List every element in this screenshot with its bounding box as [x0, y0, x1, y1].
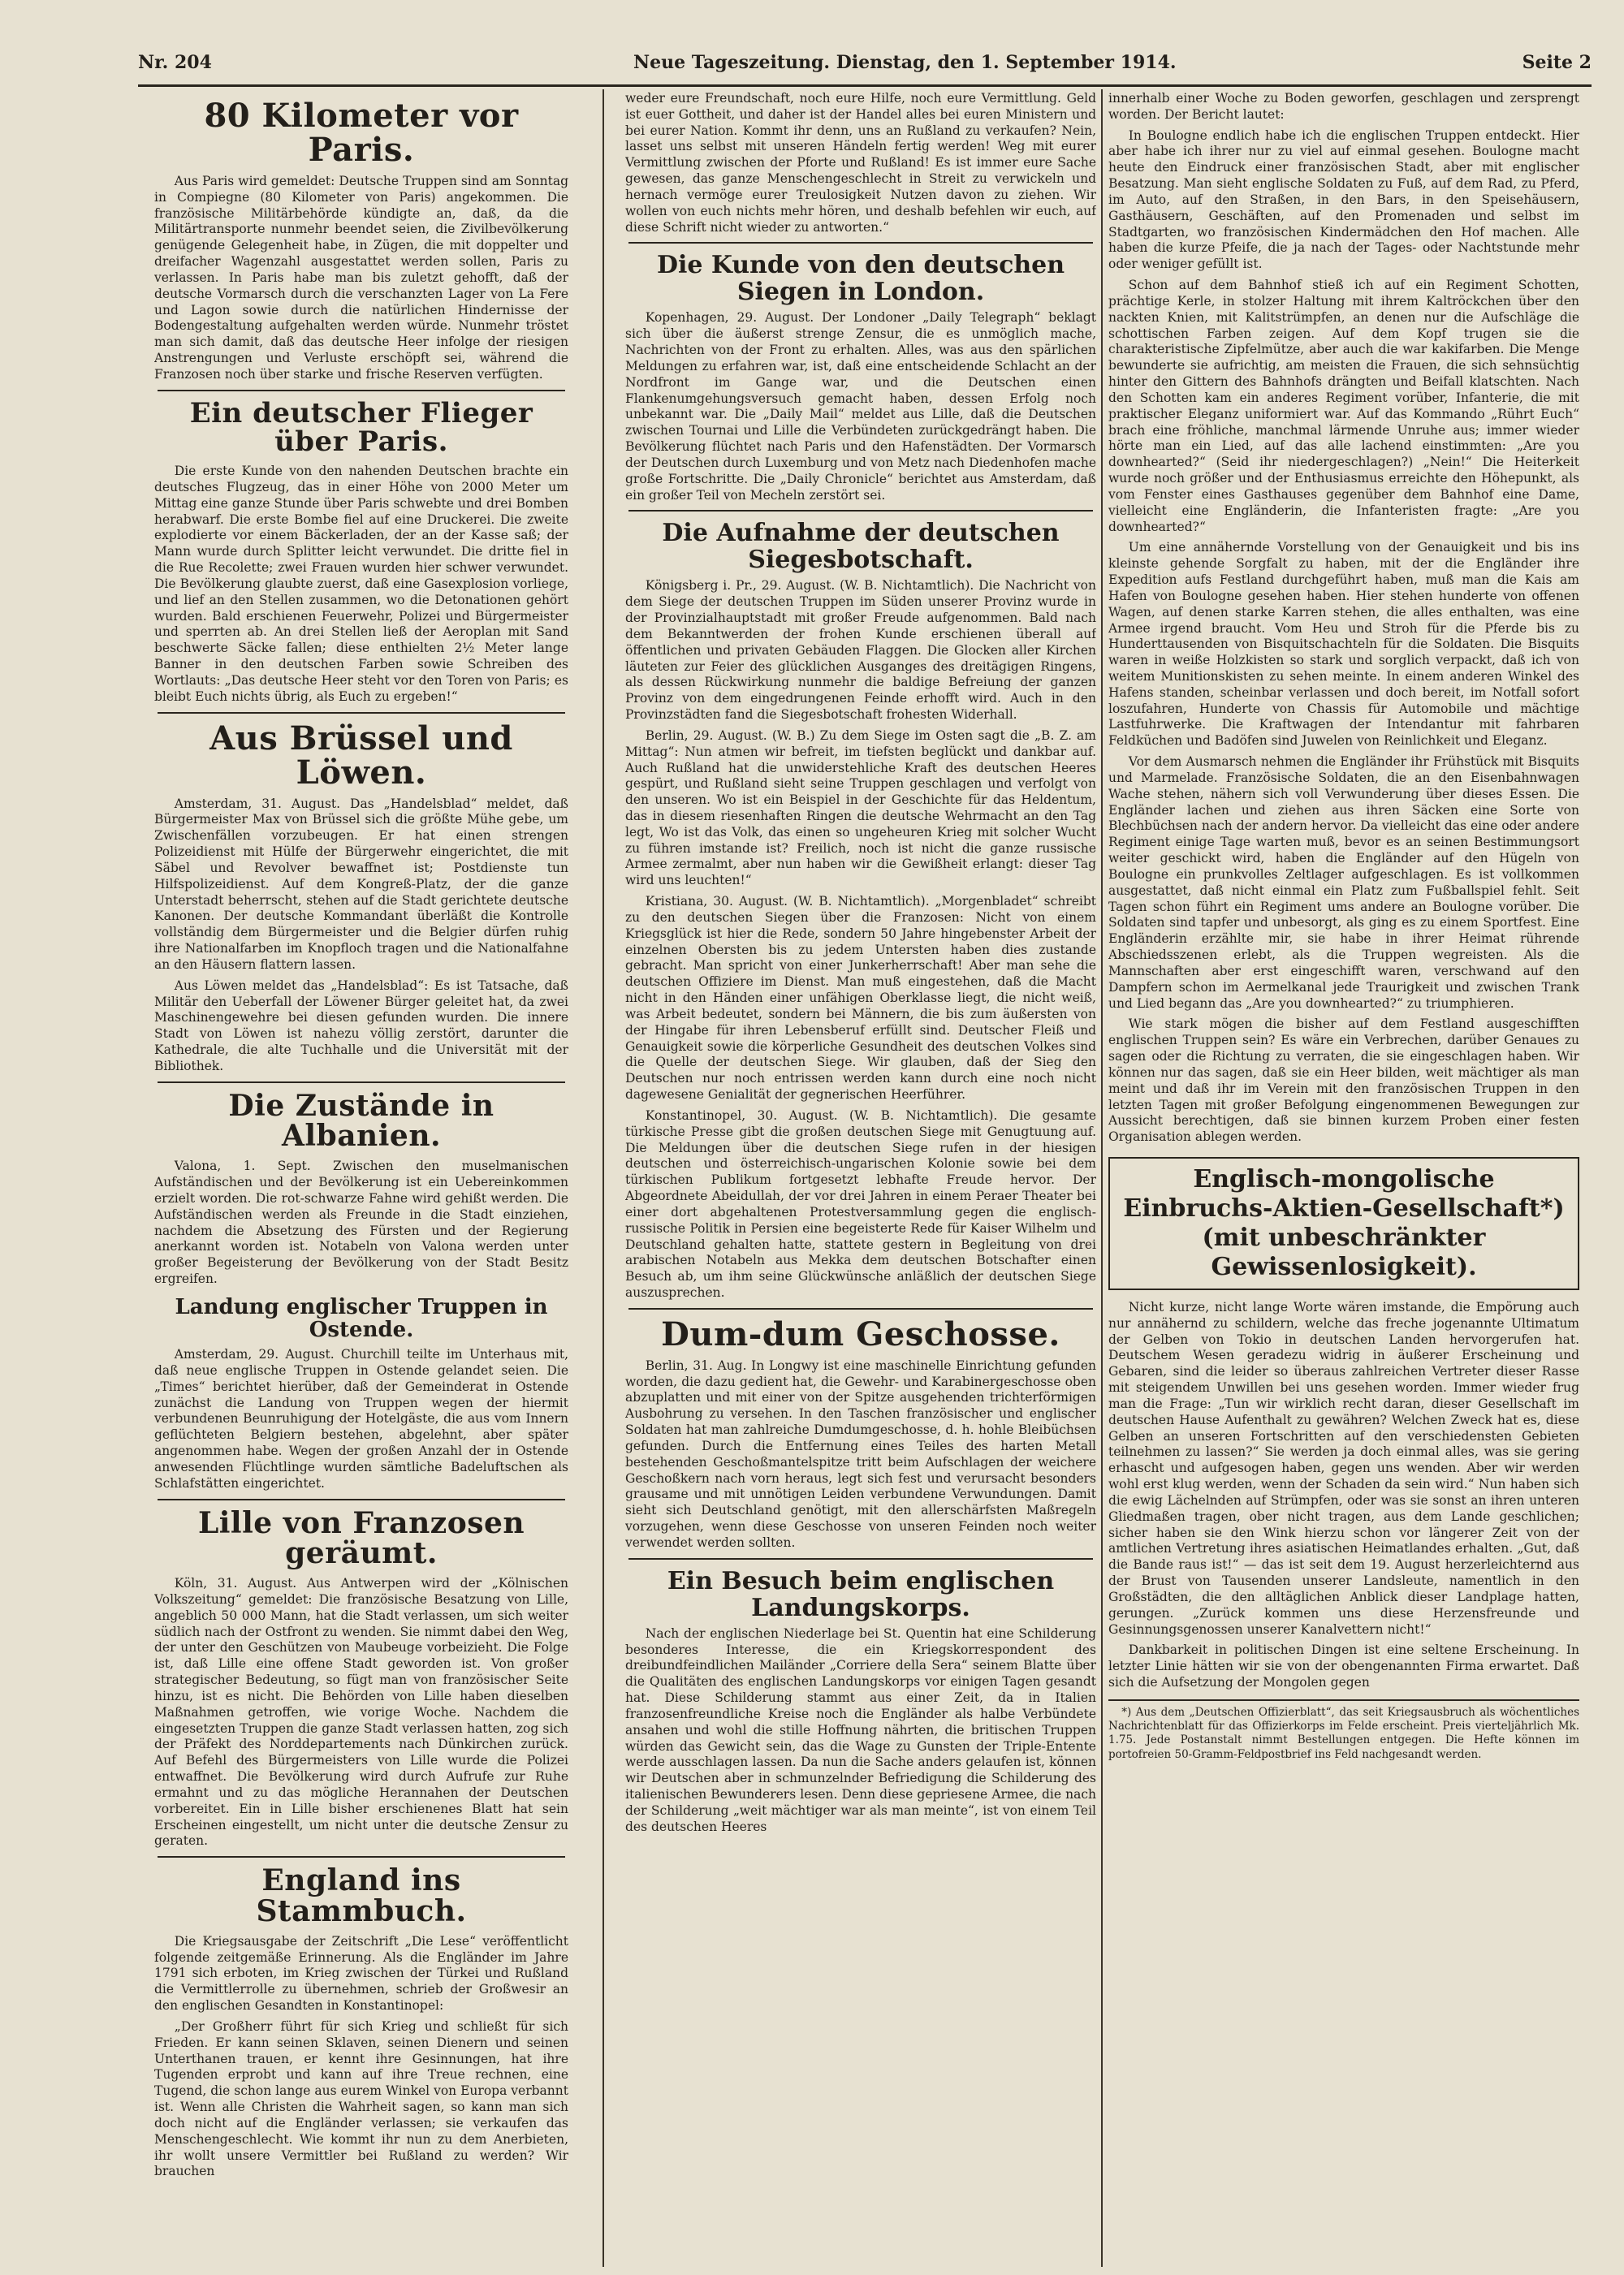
column-separator — [603, 89, 604, 2267]
article-text: innerhalb einer Woche zu Boden geworfen, geschlagen und zersprengt worden. Der Bericht lautet: — [1108, 91, 1579, 122]
divider — [158, 390, 565, 391]
divider — [158, 712, 565, 714]
article-text: Aus Löwen meldet das „Handelsblad“: Es ist Tatsache, daß Militär den Ueberfall der Löwener Bürger geleitet hat, da zwei Maschinengewehre bei diesen gefunden wurden. Die innere Stadt von Löwen ist nahezu völlig zerstört, darunter die Kathedrale, die alte Tuchhalle und die Universität mit der Bibliothek. — [154, 978, 568, 1073]
headline-80-kilometer: 80 Kilometer vor Paris. — [204, 97, 519, 169]
divider — [158, 1499, 565, 1500]
page-number: Seite 2 — [1522, 52, 1592, 73]
footnote — [1108, 1699, 1579, 1762]
article-text: Wie stark mögen die bisher auf dem Festland ausgeschifften englischen Truppen sein? Es wäre ein Verbrechen, darüber Genaues zu sagen oder die Richtung zu verraten, die sie eingeschlagen haben. Wir können nur das sagen, daß sie ein Heer bilden, weit mächtiger als man meint und daß ihr im Verein mit den französischen Truppen in den letzten Tagen mit großer Befolgung eingenommenen Bewegungen zur Aussicht berechtigen, daß sie binnen kurzem Proben einer festen Organisation ablegen werden. — [1108, 1017, 1579, 1145]
headline-lille: Lille von Franzosen geräumt. — [197, 1505, 525, 1571]
article-text: Dankbarkeit in politischen Dingen ist eine seltene Erscheinung. In letzter Linie hätten wir sie von der obengenannten Firma erwartet. Daß sich die Aufsetzung der Mongolen gegen — [1108, 1643, 1579, 1690]
column-1 — [154, 91, 568, 2267]
article-text: Kopenhagen, 29. August. Der Londoner „Daily Telegraph“ beklagt sich über die äußerst strenge Zensur, die es unmöglich mache, Nachrichten von der Front zu erhalten. Alles, was aus den spärlichen Meldungen zu erfahren war, ist, daß eine entscheidende Schlacht an der Nordfront im Gange war, und die Deutschen einen Flankenumgehungsversuch gemacht haben, dessen Erfolg noch unbekannt war. Die „Daily Mail“ meldet aus Lille, daß die Deutschen zwischen Tournai und Lille die Verbündeten zurückgedrängt haben. Die Bevölkerung flüchtet nach Paris und den Hafenstädten. Der Vormarsch der Deutschen durch Luxemburg und von Metz nach Diedenhofen mache große Fortschritte. Die „Daily Chronicle“ berichtet aus Amsterdam, daß ein großer Teil von Mecheln zerstört sei. — [625, 310, 1096, 503]
article-text: Nach der englischen Niederlage bei St. Quentin hat eine Schilderung besonderes Interesse, die ein Kriegskorrespondent des dreibundfeindlichen Mailänder „Corriere della Sera“ seinem Blatte über die Qualitäten des englischen Landungskorps vor einigen Tagen gesandt hat. Diese Schilderung stammt aus einer Zeit, da in Italien franzosenfreundliche Kreise noch die Engländer als halbe Verbündete ansahen und wohl die stille Hoffnung nährten, die britischen Truppen würden das Gewicht sein, das die Wage zu Gunsten der Triple-Entente werde ausschlagen lassen. Da nun die Sache anders gelaufen ist, können wir Deutschen aber in schmunzelnder Befriedigung die Schilderung des italienischen Bewunderers lesen. Denn diese gepriesene Armee, die nach der Schilderung „weit mächtiger war als man meinte“, ist von einem Teil des deutschen Heeres — [625, 1625, 1096, 1834]
article-text: Köln, 31. August. Aus Antwerpen wird der „Kölnischen Volkszeitung“ gemeldet: Die französische Besatzung von Lille, angeblich 50 000 Mann, hat die Stadt verlassen, um sich weiter südlich nach der Ostfront zu wenden. Sie nimmt dabei den Weg, der unter den Geschützen von Maubeuge vorbeizieht. Die Folge ist, daß Lille eine offene Stadt geworden ist. Von großer strategischer Bedeutung, so fügt man von französischer Seite hinzu, ist es nicht. Die Behörden von Lille haben dieselben Maßnahmen getroffen, wie vorige Woche. Nachdem die eingesetzten Truppen die ganze Stadt verlassen hatten, zog sich der Präfekt des Norddepartements nach Dünkirchen zurück. Auf Befehl des Bürgermeisters von Lille wurde die Polizei entwaffnet. Die Bevölkerung wird durch Aufrufe zur Ruhe ermahnt und zu das mögliche Herannahen der Deutschen vorbereitet. Ein in Lille bisher erschienenes Blatt hat sein Erscheinen eingestellt, um nicht unter die deutsche Zensur zu geraten. — [154, 1576, 568, 1849]
divider — [158, 1856, 565, 1858]
article-text: Berlin, 31. Aug. In Longwy ist eine maschinelle Einrichtung gefunden worden, die dazu gedient hat, die Gewehr- und Karabinergeschosse oben abzuplatten und mit einer von der Spitze ausgehenden trichterförmigen Ausbohrung zu versehen. In den Taschen französischer und englischer Soldaten hat man zahlreiche Dumdumgeschosse, d. h. hohle Bleibüchsen gefunden. Durch die Entfernung eines Teiles des harten Metall bestehenden Geschoßmantelspitze tritt beim Aufschlagen der weichere Geschoßkern nach vorn heraus, legt sich fest und verursacht besonders grausame und mit unnötigen Leiden verbundene Verwundungen. Damit sieht sich Deutschland genötigt, mit den allerschärfsten Maßregeln vorzugehen, wenn diese Geschosse von unseren Feinden noch weiter verwendet werden sollten. — [625, 1358, 1096, 1550]
footnote-text: *) Aus dem „Deutschen Offizierblatt“, das seit Kriegsausbruch als wöchentliches Nachrichtenblatt für das Offizierkorps im Felde erscheint. Preis vierteljährlich Mk. 1.75. Jede Postanstalt nimmt Bestellungen entgegen. Die Hefte können im portofreien 50-Gramm-Feldpostbrief ins Feld nachgesandt werden. — [1108, 1705, 1579, 1761]
article-text: Aus Paris wird gemeldet: Deutsche Truppen sind am Sonntag in Compiegne (80 Kilometer von Paris) angekommen. Die französische Militärbehörde kündigte an, daß, da die Militärtransporte nunmehr beendet seien, die Zivilbevölkerung genügende Gelegenheit habe, in Zügen, die mit doppelter und dreifacher Wagenzahl ausgestattet werden sollen, Paris zu verlassen. In Paris habe man bis zuletzt gehofft, daß der deutsche Vormarsch durch die verschanzten Lager von La Fere und Lagon sowie durch die natürlichen Hindernisse der Bodengestaltung aufgehalten werden würde. Nunmehr tröstet man sich damit, daß das deutsche Heer infolge der riesigen Anstrengungen und Verluste erschöpft sei, während die Franzosen noch über starke und frische Reserven verfügten. — [154, 174, 568, 382]
headline-dumdum: Dum-dum Geschosse. — [661, 1314, 1060, 1353]
article-text: weder eure Freundschaft, noch eure Hilfe, noch eure Vermittlung. Geld ist euer Gottheit, und daher ist der Handel alles bei euren Ministern und bei eurer Nation. Kommt ihr denn, uns an Rußland zu verkaufen? Nein, lasset uns selbst mit unseren Händeln fertig werden! Weg mit eurer Vermittlung zwischen der Pforte und Rußland! Es ist immer eure Sache gewesen, das ganze Menschengeschlecht in Streit zu verwickeln und hernach vermöge eurer Treulosigkeit Nutzen davon zu ziehen. Wir wollen von euch nichts mehr hören, und deshalb befehlen wir euch, auf diese Schrift nicht wieder zu antworten.“ — [625, 91, 1096, 235]
headline-bruessel-loewen: Aus Brüssel und Löwen. — [209, 719, 513, 792]
divider — [628, 510, 1093, 512]
column-2 — [625, 91, 1096, 2267]
article-text: Schon auf dem Bahnhof stieß ich auf ein Regiment Schotten, prächtige Kerle, in stolzer Haltung mit ihrem Kaltröckchen über den nackten Knien, mit Kalitstrümpfen, an denen nur die Aufschläge die schottischen Farben zeigen. Auf dem Kopf trugen sie die charakteristische Zipfelmütze, aber auch die war kakifarben. Die Menge bewunderte sie aufrichtig, am meisten die Frauen, die sich sehnsüchtig hinter den Gittern des Bahnhofs drängten und Beifall klatschten. Nach den Schotten kam ein anderes Regiment vorüber, Infanterie, die mit praktischer Eleganz uniformiert war. Auf das Kommando „Rührt Euch“ brach eine fröhliche, manchmal lärmende Unruhe aus; immer wieder hörte man ein Lied, auf das alle lachend einstimmten: „Are you downhearted?“ (Seid ihr niedergeschlagen?) „Nein!“ Die Heiterkeit wurde noch größer und der Enthusiasmus erreichte den Höhepunkt, als vom Fenster eines Gasthauses gegenüber dem Bahnhof eine Dame, vielleicht eine Engländerin, die Infanteristen fragte: „Are you downhearted?“ — [1108, 278, 1579, 534]
column-3 — [1108, 91, 1579, 2267]
headline-flieger-ueber-paris: Ein deutscher Flieger über Paris. — [189, 396, 533, 459]
article-text: Nicht kurze, nicht lange Worte wären imstande, die Empörung auch nur annähernd zu schildern, welche das freche jogenannte Ultimatum der Gelben von Tokio in deutschen Landen hervorgerufen hat. Deutschem Wesen geradezu widrig in äußerer Erscheinung und Gebaren, sind die leider so überaus zahlreichen Vertreter dieser Rasse mit steigendem Unwillen bei uns gesehen worden. Immer wieder frug man die Frage: „Tun wir wirklich recht daran, dieser Gesellschaft im deutschen Hause Aufenthalt zu gewähren? Welchen Zweck hat es, diese Gelben an unseren Fortschritten auf den verschiedensten Gebieten teilnehmen zu lassen?“ Sie werden ja doch einmal alles, was sie gering erhascht und aufgesogen haben, gegen uns wenden. Aber wir werden wohl erst klug werden, wenn der Schaden da sein wird.“ Nun haben sich die ewig Lächelnden auf Strümpfen, oder was sie sonst an ihren unteren Gliedmaßen tragen, ober nicht tragen, aus dem Lande geschlichen; sicher haben sie den Wink hierzu schon vor längerer Zeit von der amtlichen Vertretung ihres asiatischen Heimatlandes erhalten. „Gut, daß die Bande raus ist!“ — das ist seit dem 19. August herzerleichternd aus der Brust von Tausenden unserer Landsleute, namentlich in den Großstädten, die den alltäglichen Anblick dieser Landplage hatten, gerungen. „Zurück kommen uns diese Herzensfreunde und Gesinnungsgenossen unserer Kanalvettern nicht!“ — [1108, 1300, 1579, 1637]
article-text: Die erste Kunde von den nahenden Deutschen brachte ein deutsches Flugzeug, das in einer Höhe von 2000 Meter um Mittag eine ganze Stunde über Paris schwebte und drei Bomben herabwarf. Die erste Bombe fiel auf eine Druckerei. Die zweite explodierte vor einem Bäckerladen, der an der Kasse saß; der Mann wurde durch Splitter leicht verwundet. Die dritte fiel in die Rue Recolette; zwei Frauen wurden hier schwer verwundet. Die Bevölkerung glaubte zuerst, daß eine Gasexplosion vorliege, und lief an den Stellen zusammen, wo die Detonationen gehört wurden. Bald erschienen Feuerwehr, Polizei und Bürgermeister und sperrten ab. An drei Stellen ließ der Aeroplan mit Sand beschwerte Säcke fallen; diese enthielten 2½ Meter lange Banner in den deutschen Farben sowie Schreiben des Wortlauts: „Das deutsche Heer steht vor den Toren von Paris; es bleibt Euch nichts übrig, als Euch zu ergeben!“ — [154, 464, 568, 704]
divider — [628, 1558, 1093, 1560]
article-text: „Der Großherr führt für sich Krieg und schließt für sich Frieden. Er kann seinen Sklaven, seinen Dienern und seinen Unterthanen trauen, er kennt ihre Gesinnungen, hat ihre Tugenden erprobt und kann auf ihre Treue rechnen, eine Tugend, die schon lange aus eurem Winkel von Europa verbannt ist. Wenn alle Christen die Wahrheit sagen, so kann man sich doch nicht auf die Engländer verlassen; sie verkaufen das Menschengeschlecht. Wie kommt ihr nun zu dem Anerbieten, ihr wollt unsere Vermittler bei Rußland zu werden? Wir brauchen — [154, 2018, 568, 2179]
column-separator — [1101, 89, 1103, 2267]
headline-kunde-london: Die Kunde von den deutschen Siegen in London. — [656, 251, 1065, 307]
article-text: Um eine annähernde Vorstellung von der Genauigkeit und bis ins kleinste gehende Sorgfalt zu haben, mit der die Engländer ihre Expedition aufs Festland durchgeführt haben, muß man die Kais am Hafen von Boulogne gesehen haben. Hier stehen hunderte von offenen Wagen, auf denen starke Karren stehen, die alles enthalten, was eine Armee irgend braucht. Vom Heu und Stroh für die Pferde bis zu Hunderttausenden von Bisquitschachteln für die Soldaten. Die Bisquits waren in weiße Holzkisten so stark und sorglich verpackt, daß ich von weitem Munitionskisten zu sehen meinte. In einem anderen Winkel des Hafens standen, scheinbar verlassen und doch bereit, im Notfall sofort loszufahren, Hunderte von Chassis für Automobile und mächtige Lastfuhrwerke. Die Kraftwagen der Intendantur mit fahrbaren Feldküchen und Badöfen sind Juwelen von Reinlichkeit und Eleganz. — [1108, 540, 1579, 749]
article-text: Amsterdam, 29. August. Churchill teilte im Unterhaus mit, daß neue englische Truppen in Ostende gelandet seien. Die „Times“ berichtet hierüber, daß der Gemeinderat in Ostende zunächst die Landung von Truppen wegen der hiermit verbundenen Beunruhigung der Hotelgäste, die aus vom Innern geflüchteten Belgiern bestehen, abgelehnt, aber später angenommen habe. Wegen der großen Anzahl der in Ostende anwesenden Flüchtlinge wurden sämtliche Badeluftschen als Schlafstätten eingerichtet. — [154, 1347, 568, 1491]
article-text: Konstantinopel, 30. August. (W. B. Nichtamtlich). Die gesamte türkische Presse gibt die großen deutschen Siege mit Genugtuung auf. Die Meldungen über die deutschen Siege rufen in der hiesigen deutschen und österreichisch-ungarischen Kolonie sowie bei dem türkischen Publikum fortgesetzt lebhafte Freude hervor. Der Abgeordnete Abeidullah, der vor drei Jahren in einem Peraer Theater bei einer dort abgehaltenen Protestversammlung gegen die englisch-russische Politik in Persien eine begeisterte Rede für Kaiser Wilhelm und Deutschland gehalten hatte, stattete gestern in Begleitung von drei arabischen Notabeln aus Mekka dem deutschen Botschafter einen Besuch ab, um ihm seine Glückwünsche anläßlich der deutschen Siege auszusprechen. — [625, 1107, 1096, 1300]
divider — [628, 1308, 1093, 1310]
issue-number: Nr. 204 — [138, 52, 212, 73]
boxed-headline — [1108, 1157, 1579, 1290]
masthead-rule — [138, 84, 1592, 87]
headline-landungskorps: Ein Besuch beim englischen Landungskorps. — [667, 1566, 1055, 1622]
article-text: Valona, 1. Sept. Zwischen den muselmanischen Aufständischen und der Bevölkerung ist ein Uebereinkommen erzielt worden. Die rot-schwarze Fahne wird gehißt werden. Die Aufständischen werden als Freunde in die Stadt einziehen, nachdem die Absetzung des Fürsten und der Regierung anerkannt worden ist. Notabeln von Valona werden unter großer Begeisterung der Bevölkerung von der Stadt Besitz ergreifen. — [154, 1159, 568, 1287]
headline-einbruchs-aktien: Englisch-mongolische Einbruchs-Aktien-Gesellschaft*) (mit unbeschränkter Gewissenlosigkeit). — [1123, 1165, 1565, 1281]
headline-england-stammbuch: England ins Stammbuch. — [256, 1863, 467, 1928]
article-text: Berlin, 29. August. (W. B.) Zu dem Siege im Osten sagt die „B. Z. am Mittag“: Nun atmen wir befreit, im tiefsten beglückt und dankbar auf. Auch Rußland hat die unwiderstehliche Kraft des deutschen Heeres gespürt, und Rußland sieht seine Truppen geschlagen und verfolgt von den unseren. Wo ist ein Beispiel in der Geschichte für das Heldentum, das in diesem riesenhaften Ringen die deutsche Wehrmacht an den Tag legt, Wo ist das Volk, das einen so ungeheuren Krieg mit solcher Wucht zu führen imstande ist? Freilich, noch ist nicht die ganze russische Armee zermalmt, aber nun haben wir die Gewißheit erlangt: dieser Tag wird uns leuchten!“ — [625, 727, 1096, 888]
headline-albanien: Die Zustände in Albanien. — [228, 1088, 495, 1154]
article-text: Vor dem Ausmarsch nehmen die Engländer ihr Frühstück mit Bisquits und Marmelade. Französische Soldaten, die an den Eisenbahnwagen Wache stehen, nähern sich voll Verwunderung über dieses Essen. Die Engländer lachen und ziehen aus ihren Säcken eine Sorte von Blechbüchsen nach der andern hervor. Da vielleicht das eine oder andere Regiment einige Tage warten muß, bevor es an seinen Bestimmungsort weiter geschickt wird, haben die Engländer auf den Hügeln von Boulogne ein prunkvolles Zeltlager aufgeschlagen. Es ist vollkommen ausgestattet, daß nicht einmal ein Platz zum Fußballspiel fehlt. Seit Tagen schon führt ein Regiment ums andere an Boulogne vorüber. Die Soldaten sind tapfer und unbesorgt, als ging es zu einem Sportfest. Eine Engländerin erzählte mir, sie habe in ihrer Heimat rührende Abschiedsszenen erlebt, als die Truppen wegreisten. Als die Mannschaften aber erst eingeschifft waren, verschwand auf den Dampfern schon im Aermelkanal jede Traurigkeit und zwischen Trank und Lied begann das „Are you downhearted?“ zu triumphieren. — [1108, 754, 1579, 1011]
headline-ostende: Landung englischer Truppen in Ostende. — [175, 1294, 548, 1343]
divider — [158, 1081, 565, 1083]
article-text: Die Kriegsausgabe der Zeitschrift „Die Lese“ veröffentlicht folgende zeitgemäße Erinnerung. Als die Engländer im Jahre 1791 sich erboten, im Krieg zwischen der Türkei und Rußland die Vermittlerrolle zu übernehmen, schrieb der Großwesir an den englischen Gesandten in Konstantinopel: — [154, 1933, 568, 2014]
article-text: Kristiana, 30. August. (W. B. Nichtamtlich). „Morgenbladet“ schreibt zu den deutschen Siegen über die Franzosen: Nicht von einem Kriegsglück ist hier die Rede, sondern 50 Jahre hingebenster Arbeit der einzelnen Obersten bis zu jedem Untersten haben dies zustande gebracht. Man spricht von einer Junkerherrschaft! Aber man sehe die deutschen Offiziere im Dienst. Man muß eingestehen, daß die Macht nicht in den Händen einer unfähigen Oberklasse liegt, die nicht weiß, was Arbeit bedeutet, sondern bei Männern, die bis zum äußersten von der Hingabe für ihren Lebensberuf erfüllt sind. Deutscher Fleiß und Genauigkeit sowie die körperliche Gesundheit des deutschen Volkes sind die Quelle der deutschen Siege. Wir glauben, daß der Sieg den Deutschen nur noch entrissen werden kann durch eine noch nicht dagewesene Genialität der gegnerischen Heerführer. — [625, 894, 1096, 1103]
article-text: In Boulogne endlich habe ich die englischen Truppen entdeckt. Hier aber habe ich ihrer nur zu viel auf einmal gesehen. Boulogne macht heute den Eindruck einer französischen Stadt, aber mit englischer Besatzung. Man sieht englische Soldaten zu Fuß, auf dem Rad, zu Pferd, im Auto, auf den Straßen, in den Bars, in den Speisehäusern, Gasthäusern, Geschäften, auf den Promenaden und selbst im Stadtgarten, wo französischen Kindermädchen den Hof machen. Alle haben die kurze Pfeife, die ja nach der Tages- oder Nachtstunde mehr oder weniger gefüllt ist. — [1108, 127, 1579, 272]
divider — [628, 242, 1093, 244]
article-text: Amsterdam, 31. August. Das „Handelsblad“ meldet, daß Bürgermeister Max von Brüssel sich die größte Mühe gebe, um Zwischenfällen vorzubeugen. Er hat einen strengen Polizeidienst mit Hülfe der Bürgerwehr eingerichtet, die mit Säbel und Revolver bewaffnet ist; Postdienste tun Hilfspolizeidienst. Auf dem Kongreß-Platz, der die ganze Unterstadt beherrscht, stehen auf die Stadt gerichtete deutsche Kanonen. Der deutsche Kommandant überläßt die Kontrolle vollständig dem Bürgermeister und die Belgier dürfen ruhig ihre Nationalfarben im Knopfloch tragen und die Nationalfahne an den Häusern flattern lassen. — [154, 796, 568, 972]
article-text: Königsberg i. Pr., 29. August. (W. B. Nichtamtlich). Die Nachricht von dem Siege der deutschen Truppen im Süden unserer Provinz wurde in der Provinzialhauptstadt mit großer Freude aufgenommen. Bald nach dem Bekanntwerden der frohen Kunde erschienen überall auf öffentlichen und privaten Gebäuden Flaggen. Die Glocken aller Kirchen läuteten zur Feier des glücklichen Ausganges des dreitägigen Ringens, als dessen Rückwirkung nunmehr die baldige Befreiung der ganzen Provinz von dem eingedrungenen Feinde erhofft wird. Auch in den Provinzstädten fand die Siegesbotschaft frohesten Widerhall. — [625, 578, 1096, 723]
headline-siegesbotschaft: Die Aufnahme der deutschen Siegesbotschaft. — [662, 519, 1060, 575]
masthead — [0, 0, 1624, 81]
newspaper-date: Neue Tageszeitung. Dienstag, den 1. September 1914. — [633, 52, 1177, 73]
